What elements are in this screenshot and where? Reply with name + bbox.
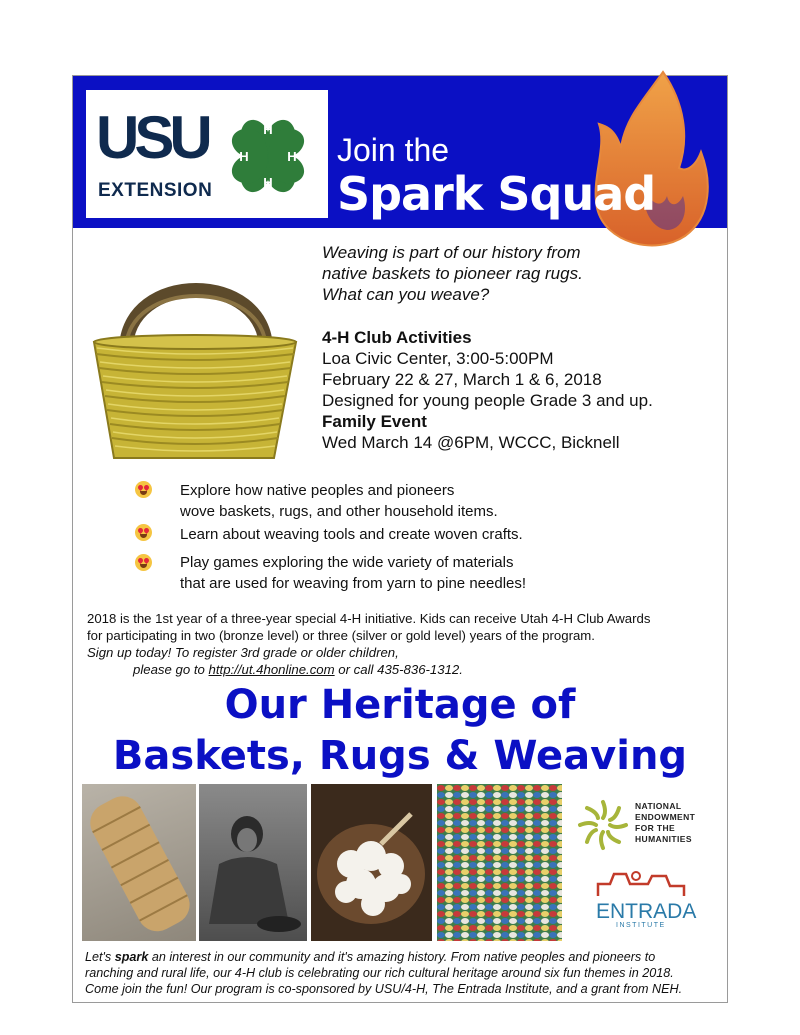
basket-icon bbox=[88, 250, 303, 465]
bullet-line: Explore how native peoples and pioneers bbox=[180, 482, 455, 499]
heritage-title-line2: Baskets, Rugs & Weaving bbox=[112, 733, 688, 779]
cotton-bowl-photo bbox=[311, 784, 432, 941]
heart-eyes-emoji-icon bbox=[135, 524, 152, 541]
entrada-name: ENTRADA bbox=[596, 900, 697, 923]
registration-link[interactable]: http://ut.4honline.com bbox=[208, 662, 335, 677]
intro-line: native baskets to pioneer rag rugs. bbox=[322, 264, 583, 283]
neh-line: HUMANITIES bbox=[635, 834, 692, 844]
family-event-details: Wed March 14 @6PM, WCCC, Bicknell bbox=[322, 433, 620, 452]
dates-text: February 22 & 27, March 1 & 6, 2018 bbox=[322, 370, 602, 389]
bullet-item bbox=[180, 552, 526, 594]
audience-text: Designed for young people Grade 3 and up. bbox=[322, 391, 653, 410]
usu-logo: USU bbox=[96, 104, 208, 171]
register-suffix: or call 435-836-1312. bbox=[334, 662, 463, 677]
bullet-item bbox=[180, 480, 498, 522]
four-h-clover-icon bbox=[222, 112, 314, 202]
rag-rug-photo bbox=[437, 784, 562, 941]
intro-line: Weaving is part of our history from bbox=[322, 243, 581, 262]
club-activities-heading: 4-H Club Activities bbox=[322, 328, 472, 347]
program-info bbox=[87, 610, 717, 678]
location-text: Loa Civic Center, 3:00-5:00PM bbox=[322, 349, 554, 368]
register-line bbox=[87, 661, 717, 678]
heart-eyes-emoji-icon bbox=[135, 481, 152, 498]
footer-line1: an interest in our community and it's amazing history. From native peoples and pioneers to bbox=[148, 950, 656, 964]
clover-h-letter: H bbox=[263, 122, 273, 137]
signup-line: Sign up today! To register 3rd grade or older children, bbox=[87, 645, 399, 660]
entrada-institute: INSTITUTE bbox=[616, 922, 666, 929]
family-event-heading: Family Event bbox=[322, 412, 427, 431]
footer-line3: Come join the fun! Our program is co-sponsored by USU/4-H, The Entrada Institute, and a grant from NEH. bbox=[85, 982, 683, 996]
neh-line: FOR THE bbox=[635, 823, 676, 833]
activities-block bbox=[322, 327, 722, 453]
heritage-title-line1: Our Heritage of bbox=[224, 682, 576, 728]
entrada-mesa-icon bbox=[596, 868, 686, 900]
weaver-woman-photo bbox=[199, 784, 307, 941]
neh-line: ENDOWMENT bbox=[635, 812, 696, 822]
register-prefix: please go to bbox=[133, 662, 209, 677]
bullet-line: wove baskets, rugs, and other household items. bbox=[180, 503, 498, 520]
flame-icon bbox=[585, 68, 715, 258]
spark-squad-heading: Spark Squad bbox=[337, 167, 656, 221]
heart-eyes-emoji-icon bbox=[135, 554, 152, 571]
program-line: for participating in two (bronze level) or three (silver or gold level) years of the program. bbox=[87, 628, 595, 643]
clover-h-letter: H bbox=[263, 175, 273, 190]
bullet-line: Learn about weaving tools and create woven crafts. bbox=[180, 526, 523, 543]
program-line: 2018 is the 1st year of a three-year special 4-H initiative. Kids can receive Utah 4-H Club Awards bbox=[87, 611, 651, 626]
neh-sunburst-logo-icon bbox=[576, 798, 630, 852]
extension-label: EXTENSION bbox=[98, 180, 213, 201]
rolled-mat-photo bbox=[82, 784, 196, 941]
neh-name bbox=[635, 801, 695, 845]
clover-h-letter: H bbox=[287, 149, 297, 164]
footer-line bbox=[85, 949, 720, 965]
bullet-line: that are used for weaving from yarn to pine needles! bbox=[180, 575, 527, 592]
join-the-heading: Join the bbox=[337, 132, 450, 168]
footer-line2: ranching and rural life, our 4-H club is celebrating our rich cultural heritage around six fun themes in 2018. bbox=[85, 966, 674, 980]
bullet-line: Play games exploring the wide variety of materials bbox=[180, 554, 514, 571]
footer-prefix: Let's bbox=[85, 950, 115, 964]
intro-text bbox=[322, 242, 722, 305]
intro-line: What can you weave? bbox=[322, 285, 490, 304]
footer-text bbox=[85, 949, 720, 997]
bullet-item bbox=[180, 524, 523, 545]
footer-spark-word: spark bbox=[114, 950, 149, 964]
neh-line: NATIONAL bbox=[635, 801, 682, 811]
clover-h-letter: H bbox=[239, 149, 249, 164]
